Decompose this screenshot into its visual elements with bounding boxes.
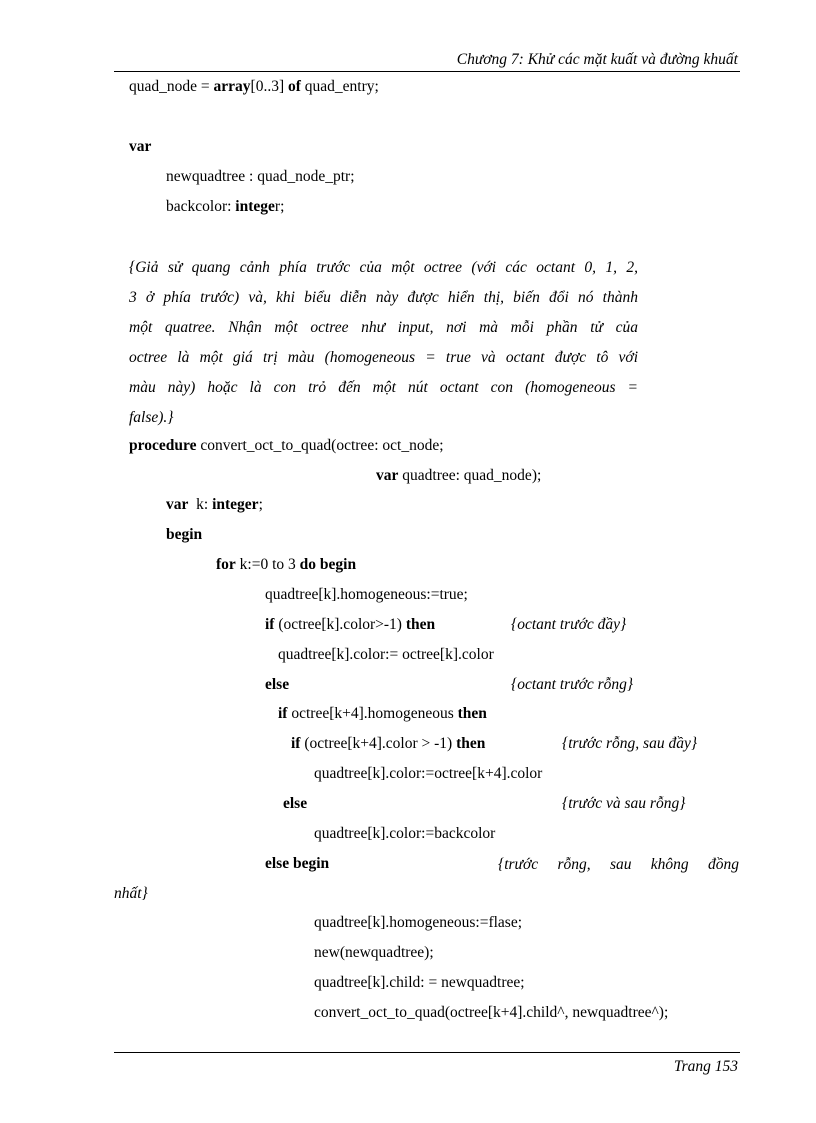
- comment-front-full: {octant trước đầy}: [511, 616, 627, 633]
- page-number: Trang 153: [673, 1058, 738, 1075]
- comment-line: {Giả sử quang cảnh phía trước của một octree (với các octant 0, 1, 2,: [129, 259, 638, 276]
- code-line-quad-node: [129, 79, 379, 95]
- keyword: of: [287, 78, 301, 95]
- code-text: backcolor:: [166, 198, 236, 215]
- keyword: integer: [212, 496, 259, 513]
- keyword: if: [278, 705, 288, 722]
- comment-paragraph: [129, 253, 638, 433]
- keyword: if: [291, 735, 301, 752]
- keyword: for: [216, 556, 236, 573]
- code-line-backcolor-assign: quadtree[k].color:=backcolor: [314, 825, 496, 842]
- code-line-if-front: [265, 617, 435, 633]
- comment-line: màu này) hoặc là con trỏ đến một nút octant con (homogeneous =: [129, 379, 638, 396]
- code-line-color-assign: quadtree[k].color:= octree[k].color: [278, 646, 494, 663]
- chapter-header: Chương 7: Khử các mặt kuất và đường khuất: [456, 51, 738, 68]
- code-text: quadtree: quad_node);: [398, 467, 542, 484]
- keyword: array: [213, 78, 251, 95]
- keyword: procedure: [129, 437, 197, 454]
- code-line-new: new(newquadtree);: [314, 944, 434, 961]
- code-line-if-back-color: [291, 736, 485, 752]
- keyword: do begin: [299, 556, 357, 573]
- footer-rule: [114, 1052, 740, 1053]
- keyword: then: [457, 705, 487, 722]
- code-begin: begin: [166, 526, 203, 543]
- keyword: then: [405, 616, 436, 633]
- keyword: intege: [235, 198, 275, 215]
- code-line-newquadtree: newquadtree : quad_node_ptr;: [166, 168, 355, 185]
- code-text: [0..3]: [250, 78, 288, 95]
- comment-line: octree là một giá trị màu (homogeneous = true và octant được tô với: [129, 349, 638, 366]
- code-text: (octree[k+4].color > -1): [300, 735, 457, 752]
- code-text: ;: [258, 496, 263, 513]
- code-text: quad_entry;: [300, 78, 379, 95]
- code-text: k:: [188, 496, 213, 513]
- code-text: convert_oct_to_quad(octree: oct_node;: [196, 437, 444, 454]
- code-line-if-back-homog: [278, 706, 487, 722]
- comment-both-empty: {trước và sau rỗng}: [562, 795, 686, 812]
- comment-line: false).}: [129, 409, 174, 426]
- code-else-2: else: [283, 795, 308, 812]
- code-line-color-back: quadtree[k].color:=octree[k+4].color: [314, 765, 543, 782]
- code-else-begin: else begin: [265, 855, 330, 872]
- header-rule: [114, 71, 740, 72]
- code-text: quad_node =: [129, 78, 214, 95]
- comment-nonhomog-cont: nhất}: [114, 885, 148, 902]
- comment-front-empty: {octant trước rỗng}: [511, 676, 634, 693]
- comment-back-full: {trước rỗng, sau đầy}: [562, 735, 698, 752]
- code-line-procedure-params: [376, 468, 541, 484]
- code-line-local-var: [166, 497, 263, 513]
- code-line-homog-false: quadtree[k].homogeneous:=flase;: [314, 914, 523, 931]
- code-line-recurse: convert_oct_to_quad(octree[k+4].child^, newquadtree^);: [314, 1004, 669, 1021]
- code-line-backcolor: [166, 199, 284, 215]
- keyword: var: [166, 496, 189, 513]
- keyword: var: [376, 467, 399, 484]
- code-var-keyword: var: [129, 138, 152, 155]
- code-text: (octree[k].color>-1): [274, 616, 406, 633]
- comment-nonhomog: {trước rỗng, sau không đồng: [498, 856, 739, 873]
- code-text: octree[k+4].homogeneous: [287, 705, 458, 722]
- code-line-for: [216, 557, 356, 573]
- code-line-child: quadtree[k].child: = newquadtree;: [314, 974, 525, 991]
- code-text: r;: [274, 198, 285, 215]
- keyword: then: [456, 735, 486, 752]
- keyword: if: [265, 616, 275, 633]
- code-line-procedure: [129, 438, 444, 454]
- code-line-homog-true: quadtree[k].homogeneous:=true;: [265, 586, 468, 603]
- comment-line: một quatree. Nhận một octree như input, nơi mà mỗi phần tử của: [129, 319, 638, 336]
- comment-line: 3 ở phía trước) và, khi biểu diễn này được hiển thị, biến đổi nó thành: [129, 289, 638, 306]
- code-text: k:=0 to 3: [235, 556, 300, 573]
- code-else: else: [265, 676, 290, 693]
